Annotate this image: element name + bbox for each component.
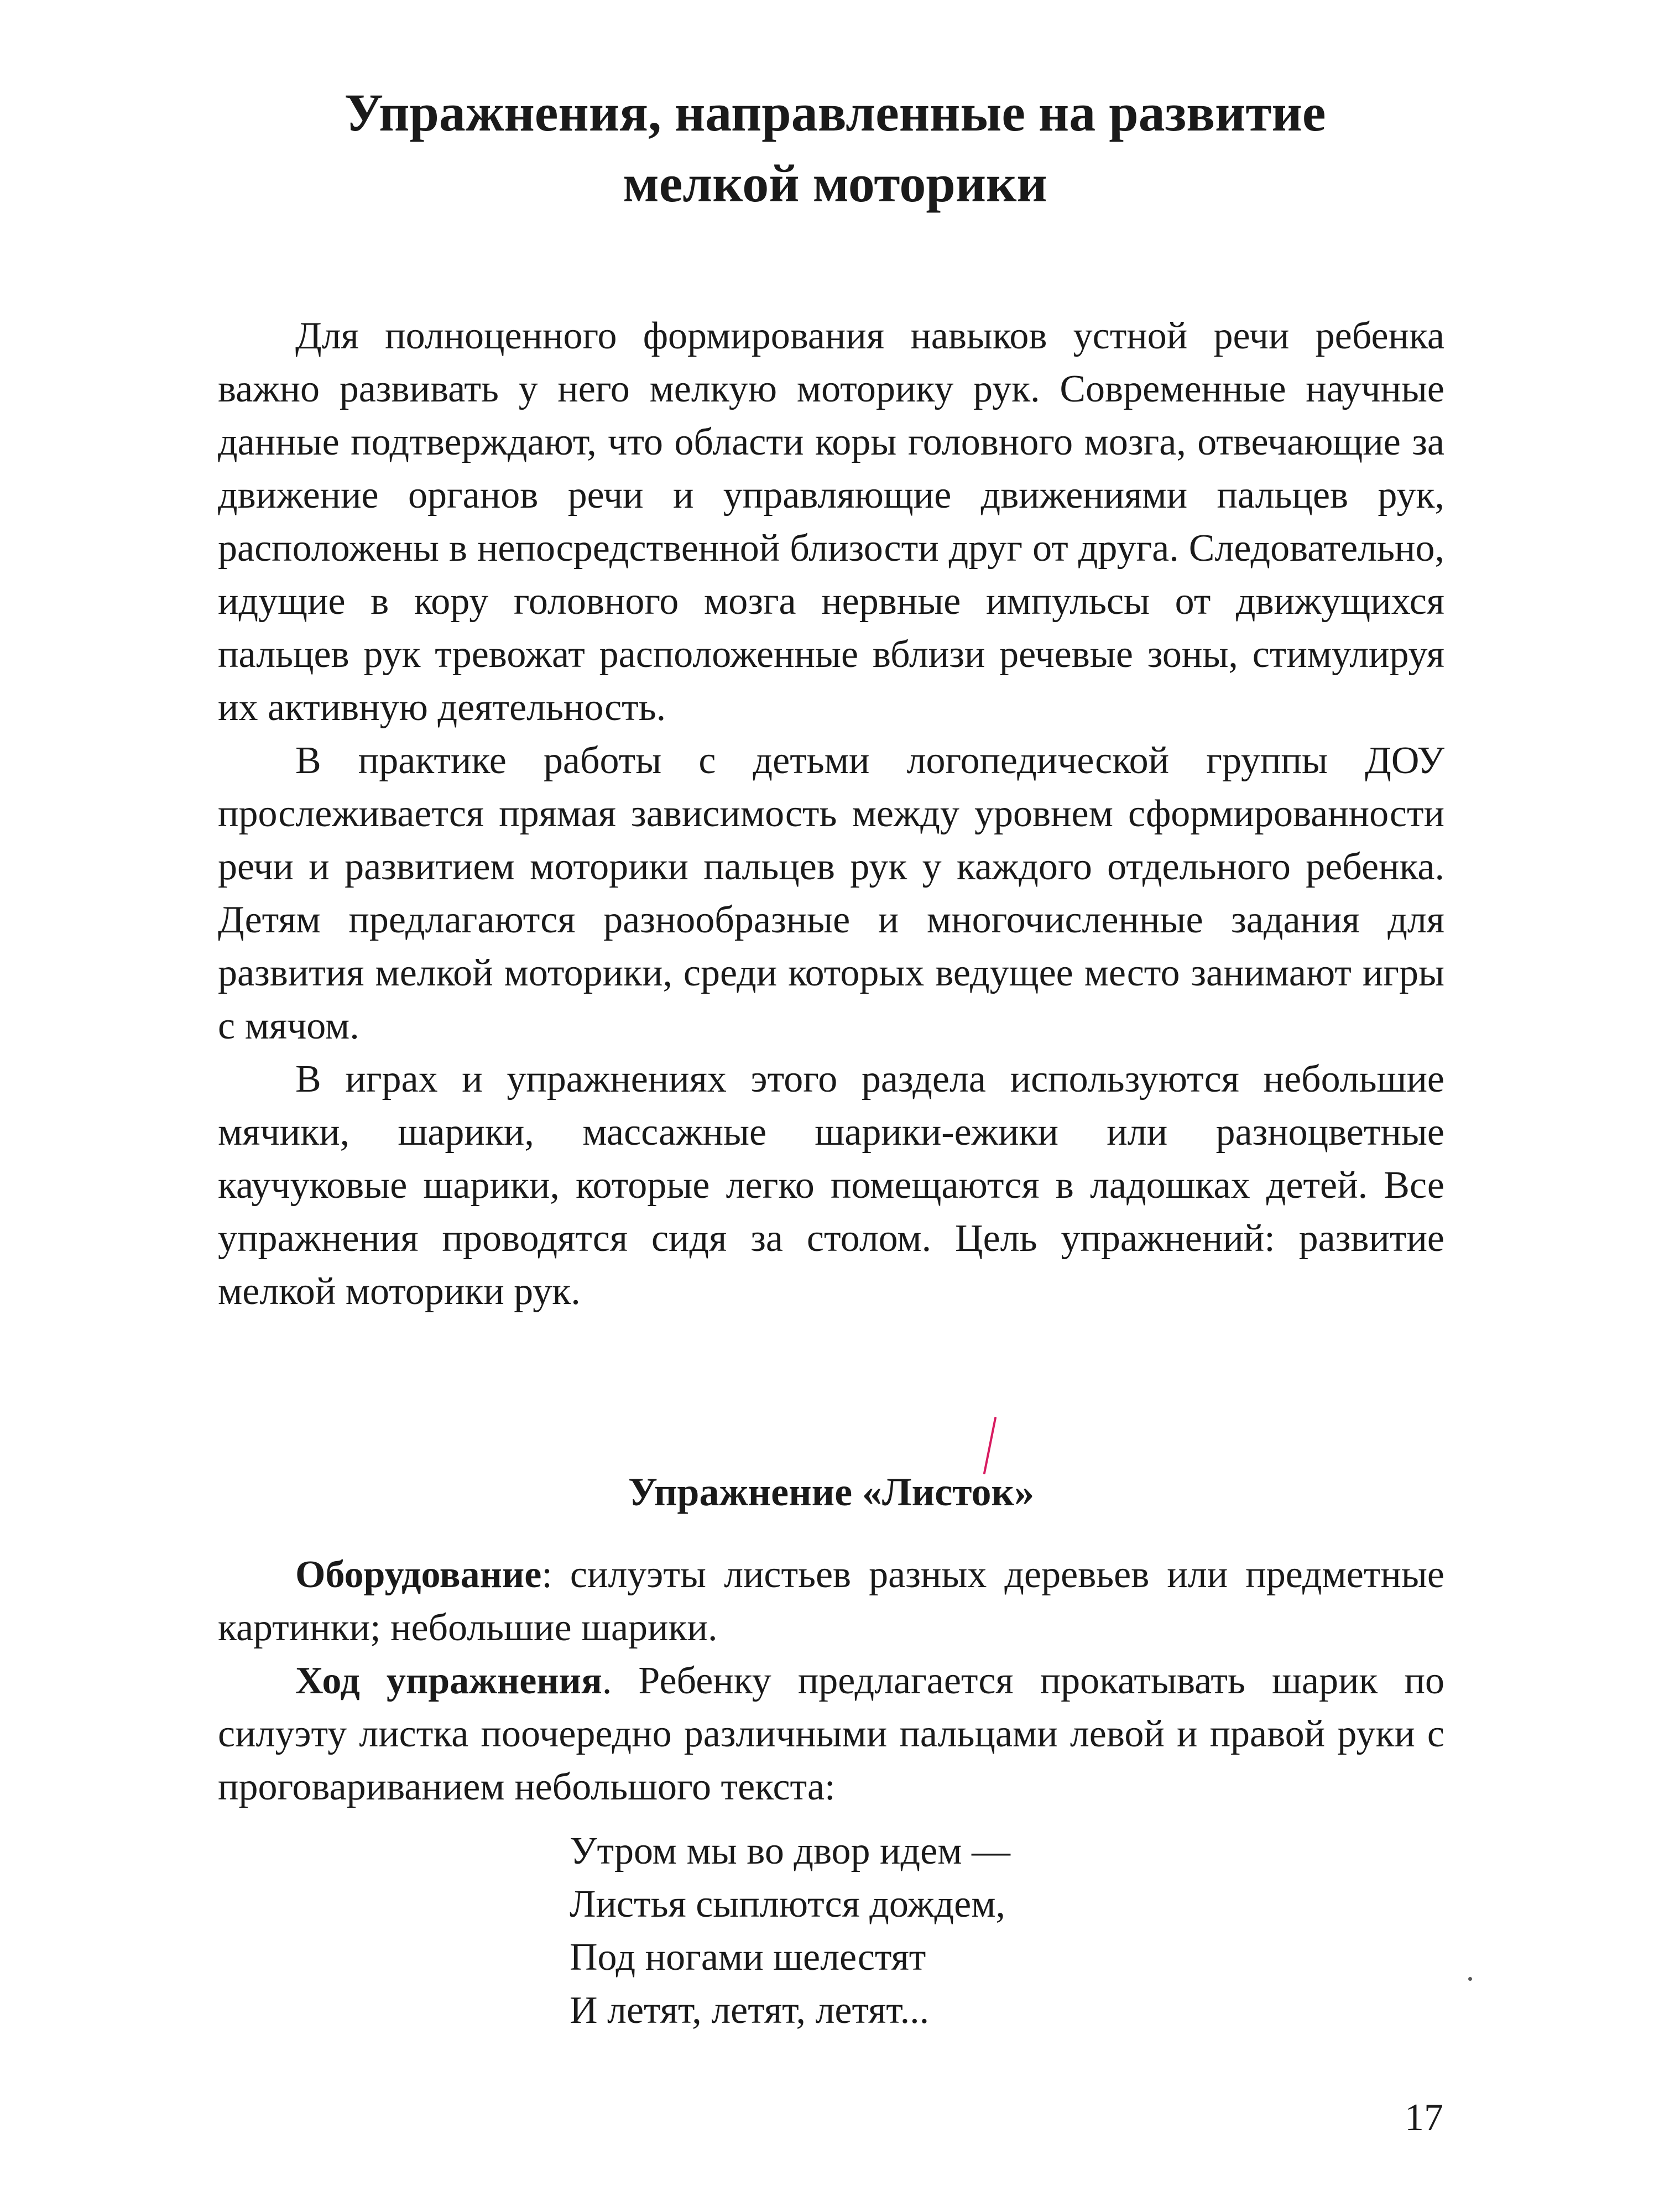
procedure-paragraph: [218, 1655, 1444, 1814]
poem-line-3: Под ногами шелестят: [570, 1936, 926, 1979]
intro-paragraph-3: В играх и упражнениях этого раздела используются небольшие мячики, шарики, массажные шарики-ежики или разноцветные каучуковые шарики, которые легко помещаются в ладошках детей. Все упражнения проводятся сидя за столом. Цель упражнений: развитие мелкой моторики рук.: [218, 1058, 1444, 1313]
exercise-text: [218, 1548, 1444, 1814]
equipment-label: Оборудование: [295, 1553, 542, 1596]
scan-speck: [1468, 1977, 1472, 1981]
equipment-text: : силуэты листьев разных деревьев или предметные картинки; небольшие шарики.: [218, 1553, 1444, 1649]
poem-line-2: Листья сыплются дождем,: [570, 1883, 1006, 1926]
intro-paragraph-2: В практике работы с детьми логопедической группы ДОУ прослеживается прямая зависимость между уровнем сформированности речи и развитием моторики пальцев рук у каждого отдельного ребенка. Детям предлагаются разнообразные и многочисленные задания для развития мелкой моторики, среди которых ведущее место занимают игры с мячом.: [218, 739, 1444, 1047]
page-title-line-2: мелкой моторики: [623, 154, 1047, 213]
page-title-line-1: Упражнения, направленные на развитие: [344, 83, 1326, 142]
intro-text: [218, 310, 1444, 1318]
page-number: 17: [1405, 2096, 1443, 2139]
poem-line-1: Утром мы во двор идем —: [570, 1830, 1011, 1872]
exercise-heading: Упражнение «Листок»: [628, 1470, 1035, 1514]
intro-paragraph-1: Для полноценного формирования навыков устной речи ребенка важно развивать у него мелкую моторику рук. Современные научные данные подтверждают, что области коры головного мозга, отвечающие за движение органов речи и управляющие движениями пальцев рук, расположены в непосредственной близости друг от друга. Следовательно, идущие в кору головного мозга нервные импульсы от движущихся пальцев рук тревожат расположенные вблизи речевые зоны, стимулируя их активную деятельность.: [218, 315, 1444, 729]
poem: [570, 1825, 1010, 2037]
procedure-text: . Ребенку предлагается прокатывать шарик по силуэту листка поочередно различными пальцами левой и правой руки с проговариванием небольшого текста:: [218, 1660, 1444, 1808]
procedure-label: Ход упражнения: [295, 1660, 602, 1702]
poem-line-4: И летят, летят, летят...: [570, 1989, 930, 2032]
equipment-paragraph: [218, 1548, 1444, 1655]
page-title: [210, 77, 1460, 219]
